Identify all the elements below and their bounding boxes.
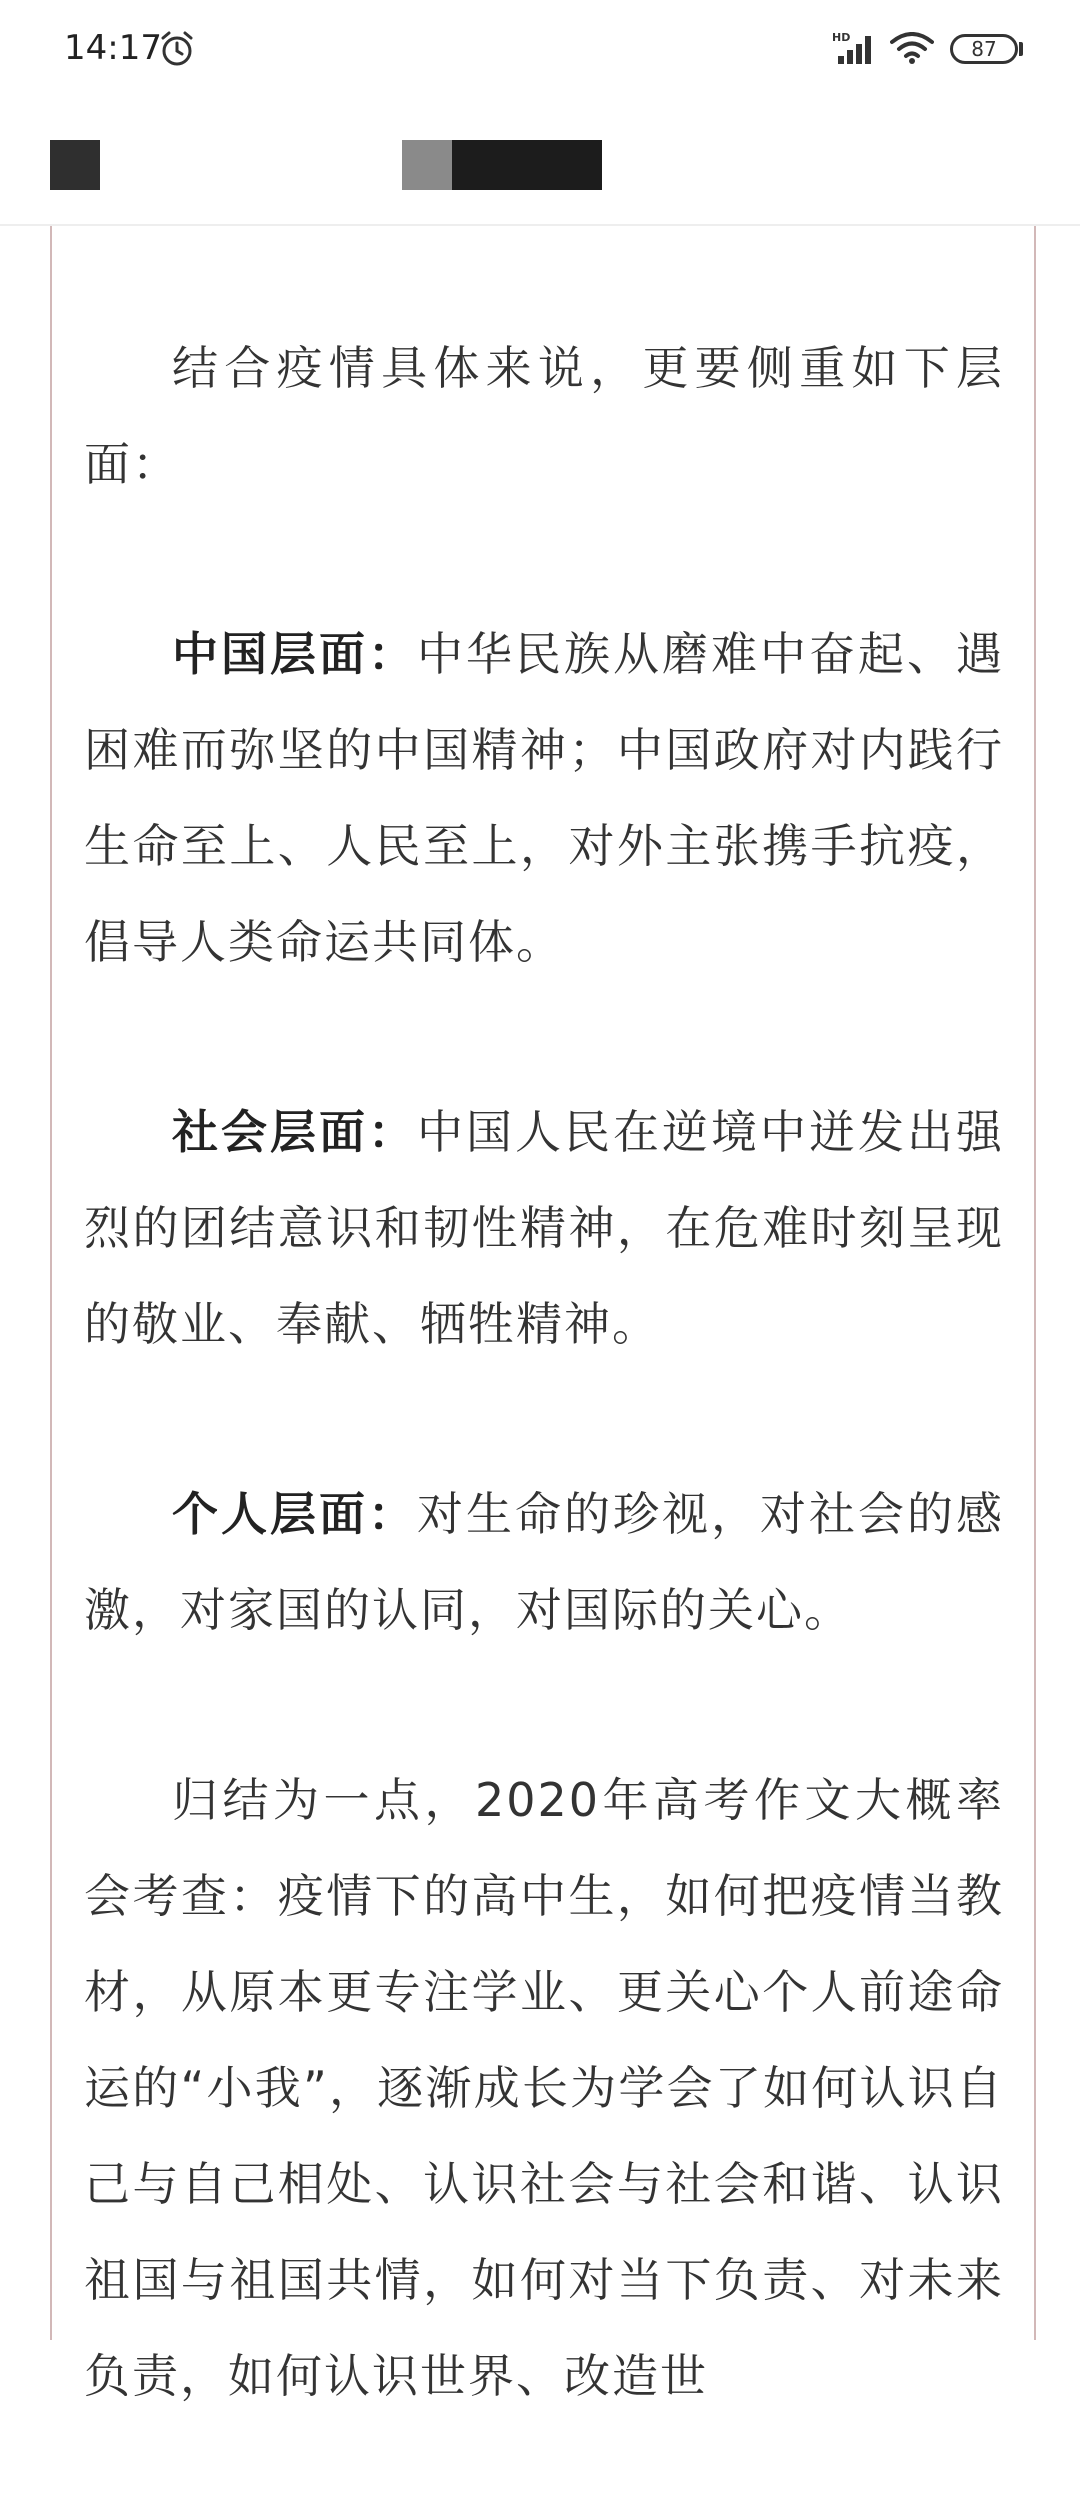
svg-text:HD: HD: [832, 31, 851, 44]
paragraph-personal-level: [84, 1466, 1004, 1658]
body-china-level: 中华民族从磨难中奋起、遇困难而弥坚的中国精神；中国政府对内践行生命至上、人民至上，对外主张携手抗疫，倡导人类命运共同体。: [84, 627, 1004, 969]
alarm-icon: [158, 30, 196, 68]
body-society-level: 中国人民在逆境中迸发出强烈的团结意识和韧性精神，在危难时刻呈现的敬业、奉献、牺牲精神。: [84, 1105, 1004, 1351]
redacted-title-block-right: [452, 140, 602, 190]
heading-personal-level: 个人层面：: [172, 1487, 417, 1541]
status-time: 14:17: [64, 28, 162, 68]
heading-society-level: 社会层面：: [172, 1105, 417, 1159]
signal-hd-icon: [832, 30, 878, 66]
paragraph-summary: 归结为一点，2020年高考作文大概率会考查：疫情下的高中生，如何把疫情当教材，从原本更专注学业、更关心个人前途命运的“小我”，逐渐成长为学会了如何认识自己与自己相处、认识社会与社会和谐、认识祖国与祖国共情，如何对当下负责、对未来负责，如何认识世界、改造世: [84, 1773, 1004, 2403]
paragraph-society-level: [84, 1084, 1004, 1372]
redacted-title-block-left: [402, 140, 452, 190]
battery-tip: [1019, 42, 1023, 56]
article-body: [84, 320, 1004, 2518]
body-personal-level: 对生命的珍视，对社会的感激，对家国的认同，对国际的关心。: [84, 1487, 1004, 1637]
battery-icon: 87: [950, 34, 1018, 64]
paragraph-china-level: [84, 606, 1004, 990]
heading-china-level: 中国层面：: [172, 627, 417, 681]
redacted-back-block[interactable]: [50, 140, 100, 190]
title-bar: [0, 100, 1080, 226]
wifi-icon: [890, 32, 934, 64]
paragraph-intro: 结合疫情具体来说，更要侧重如下层面：: [84, 341, 1004, 491]
status-bar: [0, 0, 1080, 100]
